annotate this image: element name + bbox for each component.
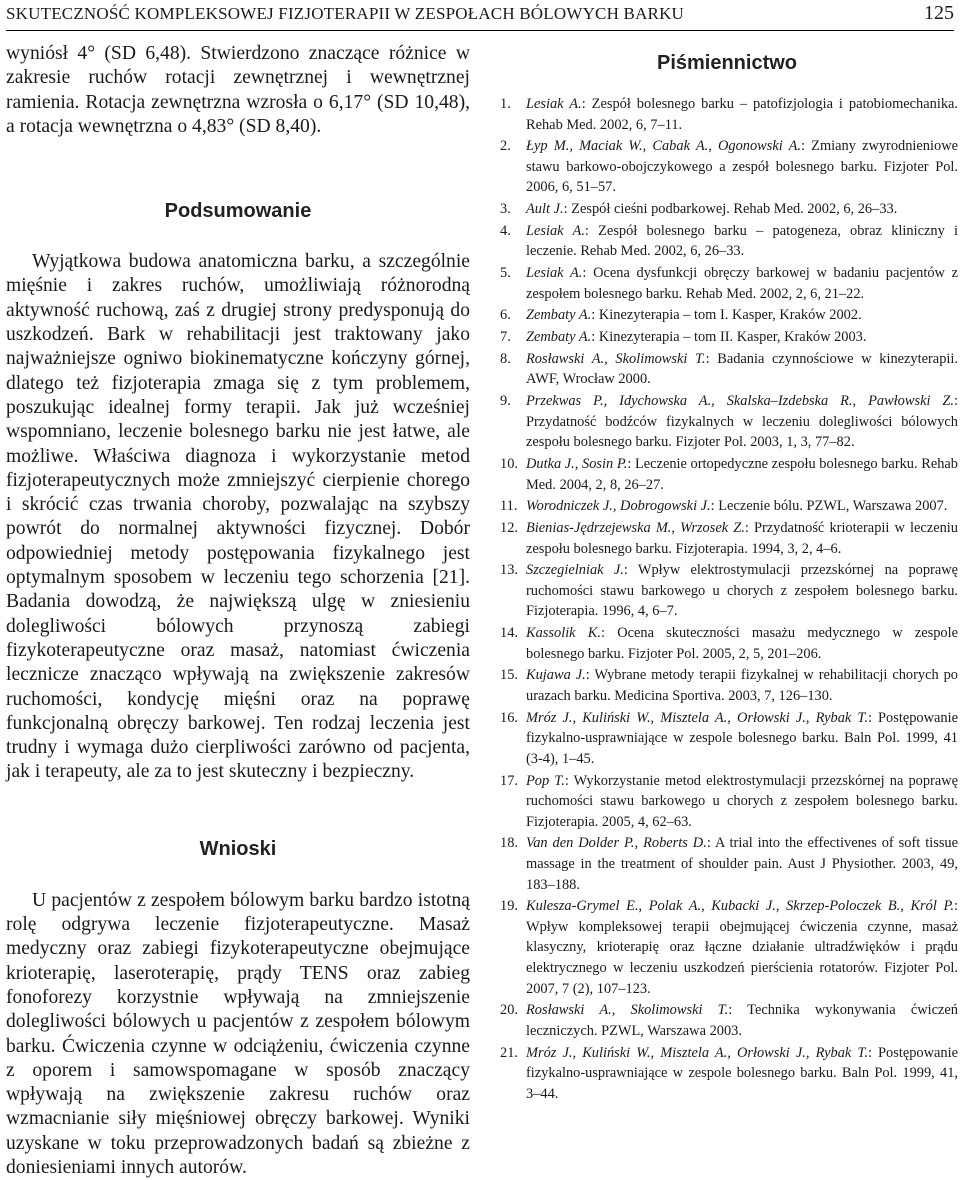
reference-item — [496, 199, 958, 220]
reference-text: : A trial into the effectivenes of soft tissue massage in the treatment of shoulder pain. Aust J Physiother. 2003, 49, 183–188. — [526, 835, 959, 893]
reference-text: : Zespół bolesnego barku – patogeneza, obraz kliniczny i leczenie. Rehab Med. 2002, 6, 26–33. — [526, 222, 958, 260]
reference-text: : Postępowanie fizykalno-usprawniające w zespole bolesnego barku. Baln Pol. 1999, 41, 3–44. — [526, 1044, 958, 1102]
reference-authors: Szczegielniak J. — [526, 562, 624, 579]
reference-authors: Rosławski A., Skolimowski T. — [526, 1002, 729, 1019]
reference-text: : Zespół cieśni podbarkowej. Rehab Med. 2002, 6, 26–33. — [563, 201, 898, 218]
reference-number: 18. — [500, 835, 518, 852]
reference-item — [496, 560, 958, 622]
reference-number: 21. — [500, 1044, 518, 1061]
reference-item — [496, 623, 958, 664]
reference-item — [496, 665, 958, 706]
reference-authors: Pop T. — [526, 772, 565, 789]
reference-number: 6. — [500, 307, 511, 324]
summary-paragraph: Wyjątkowa budowa anatomiczna barku, a szczególnie mięśnie i zakres ruchów, umożliwiają różnorodną aktywność ruchową, zaś z drugiej strony predysponują do uszkodzeń. Bark w rehabilitacji jest traktowany jako najważniejsze ogniwo biokinematyczne kończyny górnej, dlatego też fizjoterapia zmaga się z tym problemem, poszukując idealnej formy terapii. Jak już wcześniej wspomniano, leczenie bolesnego barku nie jest łatwe, ale możliwe. Właściwa diagnoza i wykorzystanie metod fizjoterapeutycznych może zmniejszyć cierpienie chorego i skrócić czas trwania choroby, pozwalając na szybszy powrót do normalnej aktywności fizycznej. Dobór odpowiedniej metody postępowania fizykalnego jest optymalnym sposobem w leczeniu tego schorzenia [21]. Badania dowodzą, że największą ulgę w zniesieniu dolegliwości bólowych przynoszą zabiegi fizykoterapeutyczne oraz masaż, natomiast ćwiczenia lecznicze znacząco wpływają na zwiększenie zakresów ruchomości, kondycję mięśni oraz na poprawę funkcjonalną obręczy barkowej. Ten rodzaj leczenia jest trudny i wymaga dużo cierpliwości zarówno od pacjenta, jak i terapeuty, ale za to jest skuteczny i bezpieczny. — [6, 251, 470, 783]
reference-text: : Zmiany zwyrodnieniowe stawu barkowo-obojczykowego a zespół bolesnego barku. Fizjoter Pol. 2006, 6, 51–57. — [526, 138, 958, 196]
reference-number: 13. — [500, 562, 518, 579]
reference-item — [496, 518, 958, 559]
reference-item — [496, 771, 958, 833]
reference-item — [496, 327, 958, 348]
reference-item — [496, 896, 958, 999]
references-heading: Piśmiennictwo — [656, 52, 798, 74]
reference-text: : Leczenie ortopedyczne zespołu bolesnego barku. Rehab Med. 2004, 2, 8, 26–27. — [526, 455, 958, 493]
reference-item — [496, 263, 958, 304]
reference-authors: Kujawa J. — [526, 667, 586, 684]
reference-authors: Mróz J., Kuliński W., Misztela A., Orłowski J., Rybak T. — [526, 709, 868, 726]
reference-authors: Kassolik K. — [526, 625, 601, 642]
reference-item — [496, 708, 958, 770]
reference-item — [496, 391, 958, 453]
page-number: 125 — [924, 2, 954, 24]
reference-authors: Lesiak A. — [526, 96, 582, 112]
reference-authors: Łyp M., Maciak W., Cabak A., Ogonowski A. — [526, 138, 802, 155]
reference-number: 17. — [500, 772, 518, 789]
reference-item — [496, 221, 958, 262]
reference-authors: Rosławski A., Skolimowski T. — [526, 350, 706, 367]
reference-text: : Wykorzystanie metod elektrostymulacji przezskórnej na poprawę ruchomości stawu barkowego u chorych z zespołem bolesnego barku. Fizjoterapia. 2005, 4, 62–63. — [526, 772, 958, 830]
reference-item — [496, 833, 958, 895]
reference-item — [496, 1043, 958, 1105]
conclusions-heading: Wnioski — [199, 837, 277, 860]
running-title: SKUTECZNOŚĆ KOMPLEKSOWEJ FIZJOTERAPII W ZESPOŁACH BÓLOWYCH BARKU — [6, 4, 685, 23]
reference-authors: Zembaty A. — [526, 307, 592, 324]
reference-item — [496, 349, 958, 390]
reference-number: 3. — [500, 201, 511, 218]
reference-number: 19. — [500, 898, 518, 915]
reference-item — [496, 136, 958, 198]
reference-number: 7. — [500, 329, 511, 346]
reference-authors: Mróz J., Kuliński W., Misztela A., Orłowski J., Rybak T. — [526, 1044, 868, 1061]
reference-authors: Lesiak A. — [526, 222, 585, 239]
reference-number: 20. — [500, 1002, 518, 1019]
reference-text: : Badania czynnościowe w kinezyterapii. AWF, Wrocław 2000. — [526, 350, 958, 388]
reference-number: 16. — [500, 709, 518, 726]
reference-number: 10. — [500, 455, 518, 472]
reference-number: 9. — [500, 393, 511, 410]
conclusions-paragraph: U pacjentów z zespołem bólowym barku bardzo istotną rolę odgrywa leczenie fizjoterapeutyczne. Masaż medyczny oraz zabiegi fizykoterapeutyczne obejmujące krioterapię, laseroterapię, prądy TENS oraz zabieg fonoforezy korzystnie wpływają na zmniejszenie dolegliwości bólowych u pacjentów z zespołem bólowym barku. Ćwiczenia czynne w odciążeniu, ćwiczenia czynne z oporem i samowspomagane w sposób znaczący wpływają na zwiększenie zakresu ruchów oraz wzmacnianie siły mięśniowej obręczy barkowej. Wyniki uzyskane w toku przeprowadzonych badań są zbieżne z doniesieniami innych autorów. — [6, 889, 470, 1178]
left-column — [6, 42, 470, 1180]
reference-item — [496, 454, 958, 495]
reference-authors: Lesiak A. — [526, 265, 583, 282]
reference-number: 4. — [500, 222, 511, 239]
reference-text: : Postępowanie fizykalno-usprawniające w zespole bolesnego barku. Baln Pol. 1999, 41 (3-4), 1–45. — [526, 709, 958, 767]
reference-text: : Kinezyterapia – tom II. Kasper, Kraków 2003. — [591, 329, 867, 346]
reference-number: 11. — [500, 498, 518, 515]
reference-item — [496, 305, 958, 326]
reference-authors: Van den Dolder P., Roberts D. — [526, 835, 707, 852]
reference-text: : Kinezyterapia – tom I. Kasper, Kraków 2002. — [591, 307, 862, 324]
reference-text: : Wybrane metody terapii fizykalnej w rehabilitacji chorych po urazach barku. Medicina Sportiva. 2003, 7, 126–130. — [526, 667, 958, 704]
references-column — [496, 42, 958, 1105]
reference-authors: Zembaty A. — [526, 329, 592, 346]
reference-item — [496, 94, 958, 135]
reference-item — [496, 496, 958, 517]
reference-number: 14. — [500, 625, 518, 642]
reference-number: 5. — [500, 265, 511, 282]
reference-authors: Przekwas P., Idychowska A., Skalska–Izdebska R., Pawłowski Z. — [526, 393, 954, 410]
reference-text: : Zespół bolesnego barku – patofizjologia i patobiomechanika. Rehab Med. 2002, 6, 7–11. — [526, 96, 958, 133]
intro-paragraph: wyniósł 4° (SD 6,48). Stwierdzono znaczące różnice w zakresie ruchów rotacji zewnętrznej i wewnętrznej ramienia. Rotacja zewnętrzna wzrosła o 6,17° (SD 10,48), a rotacja wewnętrzna o 4,83° (SD 8,40). — [6, 43, 470, 137]
summary-heading: Podsumowanie — [164, 200, 312, 223]
reference-item — [496, 1000, 958, 1041]
reference-text: : Wpływ kompleksowej terapii obejmującej ćwiczenia czynne, masaż klasyczny, krioterapię oraz łączne działanie ultradźwięków i prądu elektrycznego w leczeniu uszkodzeń pierścienia rotatorów. Fizjoter Pol. 2007, 7 (2), 107–123. — [526, 898, 958, 997]
reference-text: : Leczenie bólu. PZWL, Warszawa 2007. — [710, 498, 948, 515]
reference-authors: Worodniczek J., Dobrogowski J. — [526, 498, 711, 515]
reference-number: 8. — [500, 350, 511, 367]
reference-authors: Bienias-Jędrzejewska M., Wrzosek Z. — [526, 519, 745, 536]
reference-number: 12. — [500, 519, 518, 536]
reference-authors: Kulesza-Grymel E., Polak A., Kubacki J., Skrzep-Poloczek B., Król P. — [526, 898, 954, 915]
reference-text: : Technika wykonywania ćwiczeń leczniczych. PZWL, Warszawa 2003. — [526, 1002, 958, 1039]
reference-number: 1. — [500, 96, 511, 112]
reference-authors: Ault J. — [526, 201, 564, 218]
reference-number: 2. — [500, 138, 511, 155]
running-header — [6, 0, 954, 31]
references-list — [496, 94, 958, 1104]
reference-text: : Przydatność krioterapii w leczeniu zespołu bolesnego barku. Fizjoterapia. 1994, 3, 2, 4–6. — [526, 519, 958, 557]
reference-number: 15. — [500, 667, 518, 684]
reference-authors: Dutka J., Sosin P. — [526, 455, 628, 472]
reference-text: : Ocena dysfunkcji obręczy barkowej w badaniu pacjentów z zespołem bolesnego barku. Rehab Med. 2002, 2, 6, 21–22. — [526, 265, 958, 302]
reference-text: : Przydatność bodźców fizykalnych w leczeniu dolegliwości bólowych zespołu bolesnego barku. Fizjoter Pol. 2003, 1, 3, 77–82. — [526, 393, 958, 451]
reference-text: : Wpływ elektrostymulacji przezskórnej na poprawę ruchomości stawu barkowego u chorych z zespołem bolesnego barku. Fizjoterapia. 1996, 4, 6–7. — [526, 562, 959, 620]
reference-text: : Ocena skuteczności masażu medycznego w zespole bolesnego barku. Fizjoter Pol. 2005, 2, 5, 201–206. — [526, 625, 958, 662]
